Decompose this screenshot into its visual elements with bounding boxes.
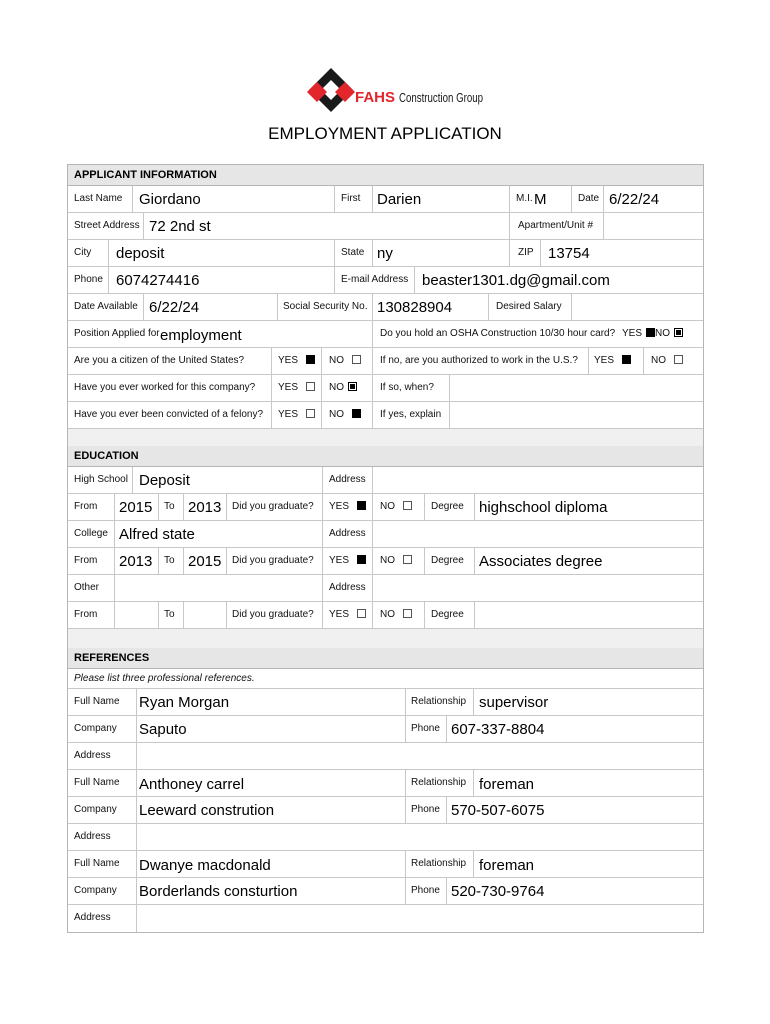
section-spacer bbox=[68, 429, 703, 447]
college-label: College bbox=[74, 528, 108, 539]
other-graduate-question: Did you graduate? bbox=[232, 609, 314, 620]
first-name-label: First bbox=[341, 193, 361, 204]
education-section bbox=[67, 446, 704, 649]
mi-field[interactable]: M bbox=[534, 191, 547, 208]
street-label: Street Address bbox=[74, 220, 140, 231]
college-dates-row bbox=[68, 548, 703, 575]
ref3-phone-field[interactable]: 520-730-9764 bbox=[451, 883, 545, 900]
first-name-field[interactable]: Darien bbox=[377, 191, 422, 208]
osha-no-label: NO bbox=[655, 328, 670, 339]
page-title: EMPLOYMENT APPLICATION bbox=[268, 124, 502, 143]
worked-yes-label: YES bbox=[278, 382, 299, 393]
osha-no-checkbox[interactable] bbox=[674, 328, 683, 337]
street-row bbox=[68, 213, 703, 240]
worked-no-label: NO bbox=[329, 382, 344, 393]
col-to-label: To bbox=[164, 555, 175, 566]
felony-yes-checkbox[interactable] bbox=[306, 409, 315, 418]
other-to-label: To bbox=[164, 609, 175, 620]
col-from-label: From bbox=[74, 555, 98, 566]
ref3-company-field[interactable]: Borderlands consturtion bbox=[139, 883, 298, 900]
hs-from-field[interactable]: 2015 bbox=[119, 499, 153, 516]
authorized-question: If no, are you authorized to work in the U.S.? bbox=[380, 355, 578, 366]
ref3-company-row bbox=[68, 878, 703, 905]
email-label: E-mail Address bbox=[341, 274, 409, 285]
other-grad-no-checkbox[interactable] bbox=[403, 609, 412, 618]
citizen-no-checkbox[interactable] bbox=[352, 355, 361, 364]
ref3-relationship-field[interactable]: foreman bbox=[479, 857, 535, 874]
ref2-phone-field[interactable]: 570-507-6075 bbox=[451, 802, 545, 819]
citizen-yes-label: YES bbox=[278, 355, 299, 366]
ref1-name-label: Full Name bbox=[74, 696, 120, 707]
ref2-company-row bbox=[68, 797, 703, 824]
ref2-address-row bbox=[68, 824, 703, 851]
other-from-label: From bbox=[74, 609, 98, 620]
section-heading: APPLICANT INFORMATION bbox=[68, 165, 703, 186]
ref1-name-field[interactable]: Ryan Morgan bbox=[139, 694, 230, 711]
college-field[interactable]: Alfred state bbox=[119, 526, 195, 543]
hs-degree-field[interactable]: highschool diploma bbox=[479, 499, 608, 516]
col-to-field[interactable]: 2015 bbox=[188, 553, 222, 570]
citizen-question: Are you a citizen of the United States? bbox=[74, 355, 245, 366]
other-grad-yes-label: YES bbox=[329, 609, 350, 620]
col-graduate-question: Did you graduate? bbox=[232, 555, 314, 566]
ref2-company-label: Company bbox=[74, 804, 117, 815]
ref1-phone-field[interactable]: 607-337-8804 bbox=[451, 721, 545, 738]
section-heading: REFERENCES bbox=[68, 648, 703, 669]
date-available-label: Date Available bbox=[74, 301, 138, 312]
hs-to-field[interactable]: 2013 bbox=[188, 499, 222, 516]
hs-grad-yes-label: YES bbox=[329, 501, 350, 512]
references-note-row bbox=[68, 669, 703, 689]
col-grad-yes-label: YES bbox=[329, 555, 350, 566]
osha-question: Do you hold an OSHA Construction 10/30 hour card? bbox=[380, 328, 616, 339]
col-grad-no-checkbox[interactable] bbox=[403, 555, 412, 564]
high-school-label: High School bbox=[74, 474, 128, 485]
ref2-name-row bbox=[68, 770, 703, 797]
phone-field[interactable]: 6074274416 bbox=[116, 272, 200, 289]
section-spacer bbox=[68, 629, 703, 648]
ref1-relationship-field[interactable]: supervisor bbox=[479, 694, 549, 711]
ref1-phone-label: Phone bbox=[411, 723, 440, 734]
hs-grad-no-label: NO bbox=[380, 501, 395, 512]
ref3-address-label: Address bbox=[74, 912, 111, 923]
when-question: If so, when? bbox=[380, 382, 434, 393]
authorized-yes-checkbox[interactable] bbox=[622, 355, 631, 364]
felony-no-label: NO bbox=[329, 409, 344, 420]
city-row bbox=[68, 240, 703, 267]
hs-from-label: From bbox=[74, 501, 98, 512]
col-degree-label: Degree bbox=[431, 555, 464, 566]
ref1-address-label: Address bbox=[74, 750, 111, 761]
position-row bbox=[68, 321, 703, 348]
hs-degree-label: Degree bbox=[431, 501, 464, 512]
city-field[interactable]: deposit bbox=[116, 245, 165, 262]
ref3-name-label: Full Name bbox=[74, 858, 120, 869]
hs-address-label: Address bbox=[329, 474, 366, 485]
ref2-phone-label: Phone bbox=[411, 804, 440, 815]
logo-bold: FAHS bbox=[355, 89, 396, 106]
worked-yes-checkbox[interactable] bbox=[306, 382, 315, 391]
date-field[interactable]: 6/22/24 bbox=[609, 191, 660, 208]
ref2-address-label: Address bbox=[74, 831, 111, 842]
explain-question: If yes, explain bbox=[380, 409, 442, 420]
references-section bbox=[67, 648, 704, 933]
ref1-name-row bbox=[68, 689, 703, 716]
high-school-field[interactable]: Deposit bbox=[139, 472, 190, 489]
zip-field[interactable]: 13754 bbox=[548, 245, 590, 262]
hs-grad-no-checkbox[interactable] bbox=[403, 501, 412, 510]
col-grad-yes-checkbox[interactable] bbox=[357, 555, 366, 564]
other-dates-row bbox=[68, 602, 703, 629]
worked-row bbox=[68, 375, 703, 402]
ref2-name-field[interactable]: Anthoney carrel bbox=[139, 776, 245, 793]
col-grad-no-label: NO bbox=[380, 555, 395, 566]
position-label: Position Applied for bbox=[74, 328, 160, 339]
authorized-no-checkbox[interactable] bbox=[674, 355, 683, 364]
college-address-label: Address bbox=[329, 528, 366, 539]
street-field[interactable]: 72 2nd st bbox=[149, 218, 211, 235]
apt-label: Apartment/Unit # bbox=[518, 220, 594, 231]
osha-yes-checkbox[interactable] bbox=[646, 328, 655, 337]
hs-graduate-question: Did you graduate? bbox=[232, 501, 314, 512]
name-row bbox=[68, 186, 703, 213]
ref1-address-row bbox=[68, 743, 703, 770]
last-name-field[interactable]: Giordano bbox=[139, 191, 201, 208]
authorized-yes-label: YES bbox=[594, 355, 615, 366]
worked-no-checkbox[interactable] bbox=[348, 382, 357, 391]
citizen-no-label: NO bbox=[329, 355, 344, 366]
city-label: City bbox=[74, 247, 92, 258]
date-available-field[interactable]: 6/22/24 bbox=[149, 299, 200, 316]
college-row bbox=[68, 521, 703, 548]
state-field[interactable]: ny bbox=[377, 245, 393, 262]
hs-grad-yes-checkbox[interactable] bbox=[357, 501, 366, 510]
felony-no-checkbox[interactable] bbox=[352, 409, 361, 418]
other-grad-yes-checkbox[interactable] bbox=[357, 609, 366, 618]
felony-yes-label: YES bbox=[278, 409, 299, 420]
ref1-company-field[interactable]: Saputo bbox=[139, 721, 187, 738]
citizen-yes-checkbox[interactable] bbox=[306, 355, 315, 364]
ref3-address-row bbox=[68, 905, 703, 932]
other-row bbox=[68, 575, 703, 602]
ref2-relationship-field[interactable]: foreman bbox=[479, 776, 535, 793]
other-label: Other bbox=[74, 582, 100, 593]
availability-row bbox=[68, 294, 703, 321]
ref1-company-label: Company bbox=[74, 723, 117, 734]
col-degree-field[interactable]: Associates degree bbox=[479, 553, 603, 570]
other-address-label: Address bbox=[329, 582, 366, 593]
ref3-name-field[interactable]: Dwanye macdonald bbox=[139, 857, 271, 874]
hs-to-label: To bbox=[164, 501, 175, 512]
phone-row bbox=[68, 267, 703, 294]
ref3-name-row bbox=[68, 851, 703, 878]
section-heading: EDUCATION bbox=[68, 446, 703, 467]
ref3-company-label: Company bbox=[74, 885, 117, 896]
references-note: Please list three professional references. bbox=[74, 673, 255, 684]
other-degree-label: Degree bbox=[431, 609, 464, 620]
osha-yes-label: YES bbox=[622, 328, 643, 339]
other-grad-no-label: NO bbox=[380, 609, 395, 620]
felony-question: Have you ever been convicted of a felony? bbox=[74, 409, 264, 420]
ref2-relationship-label: Relationship bbox=[411, 777, 467, 788]
last-name-label: Last Name bbox=[74, 193, 123, 204]
email-field[interactable]: beaster1301.dg@gmail.com bbox=[422, 272, 610, 289]
date-label: Date bbox=[578, 193, 600, 204]
ref2-name-label: Full Name bbox=[74, 777, 120, 788]
state-label: State bbox=[341, 247, 365, 258]
logo-rest: Construction Group bbox=[399, 90, 483, 105]
high-school-row bbox=[68, 467, 703, 494]
ref3-phone-label: Phone bbox=[411, 885, 440, 896]
logo-mark-icon bbox=[307, 68, 355, 112]
authorized-no-label: NO bbox=[651, 355, 666, 366]
ssn-field[interactable]: 130828904 bbox=[377, 299, 453, 316]
phone-label: Phone bbox=[74, 274, 103, 285]
col-from-field[interactable]: 2013 bbox=[119, 553, 153, 570]
ssn-label: Social Security No. bbox=[283, 301, 368, 312]
citizen-row bbox=[68, 348, 703, 375]
ref1-company-row bbox=[68, 716, 703, 743]
hs-dates-row bbox=[68, 494, 703, 521]
zip-label: ZIP bbox=[518, 247, 534, 258]
ref1-relationship-label: Relationship bbox=[411, 696, 467, 707]
worked-question: Have you ever worked for this company? bbox=[74, 382, 256, 393]
salary-label: Desired Salary bbox=[496, 301, 562, 312]
position-field[interactable]: employment bbox=[160, 327, 242, 344]
ref2-company-field[interactable]: Leeward constrution bbox=[139, 802, 275, 819]
applicant-section bbox=[67, 164, 704, 448]
felony-row bbox=[68, 402, 703, 429]
ref3-relationship-label: Relationship bbox=[411, 858, 467, 869]
mi-label: M.I. bbox=[516, 193, 533, 204]
fahs-logo bbox=[303, 68, 493, 124]
